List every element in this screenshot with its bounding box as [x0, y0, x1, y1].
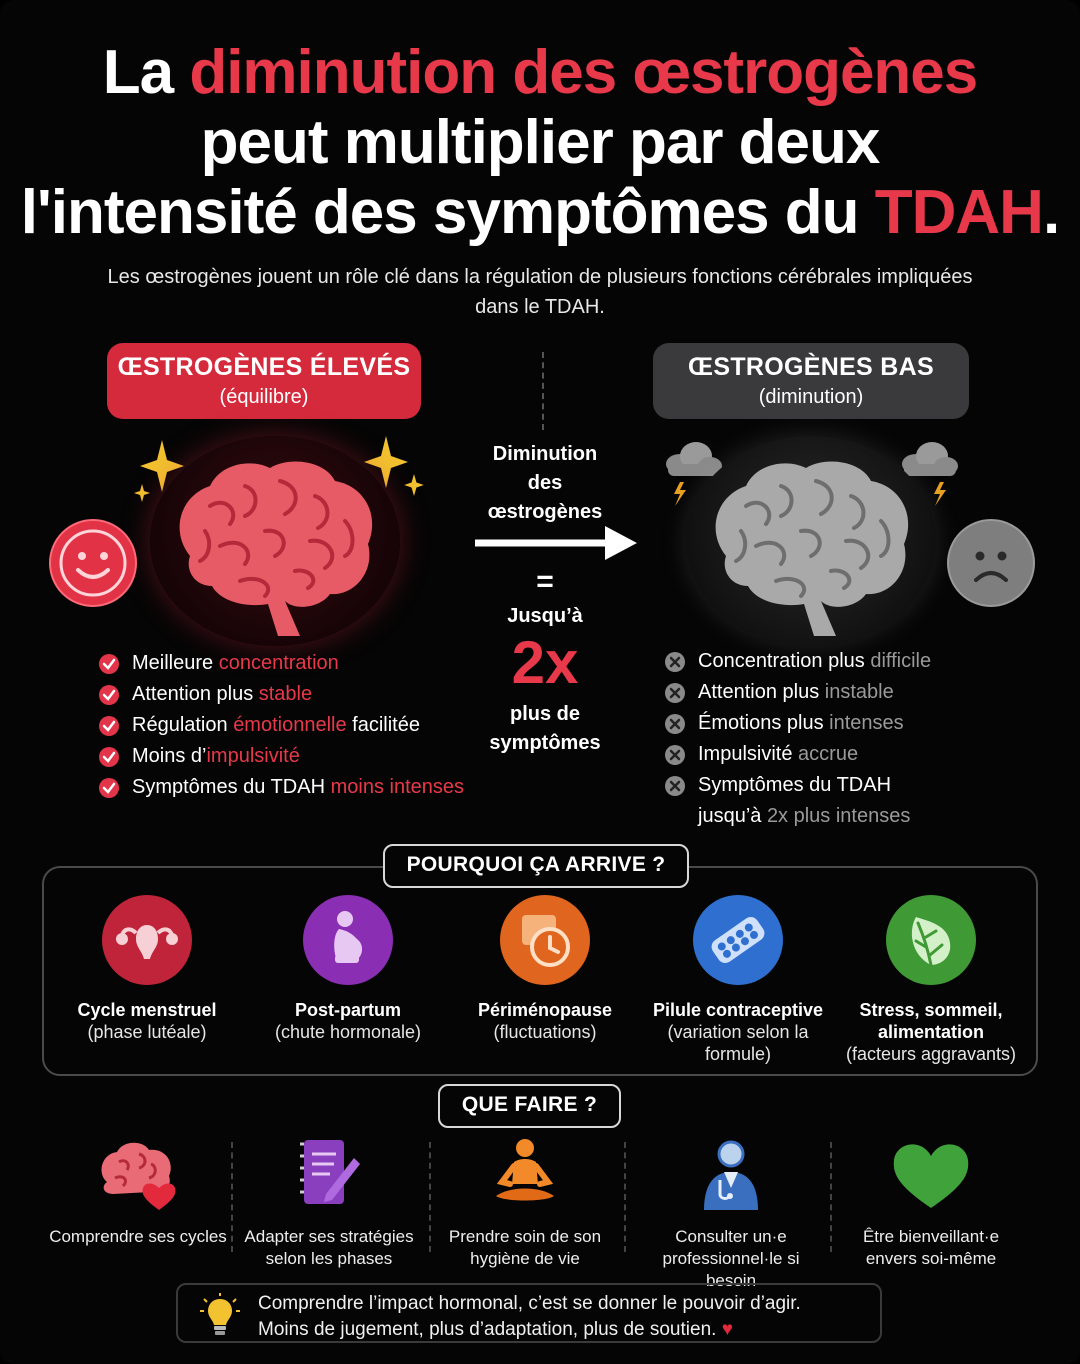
title-line1-highlight: diminution des œstrogènes [189, 38, 978, 107]
brain-heart-icon [93, 1136, 183, 1212]
heart-icon [886, 1136, 976, 1212]
check-circle-icon [98, 653, 120, 675]
why-item-sub: (fluctuations) [493, 1022, 597, 1042]
item-text: Régulation [132, 714, 234, 736]
action-self-care [430, 1136, 620, 1270]
x-circle-icon [664, 775, 686, 797]
x-circle-icon [664, 744, 686, 766]
item-text: Attention plus [132, 683, 259, 705]
item-text: Meilleure [132, 652, 219, 674]
subtitle: Les œstrogènes jouent un rôle clé dans la régulation de plusieurs fonctions cérébrales impliquées dans le TDAH. [107, 266, 973, 318]
low-estrogen-badge [653, 343, 969, 419]
action-label: Prendre soin de son hygiène de vie [448, 1227, 602, 1268]
sparkle-small-icon [404, 474, 424, 496]
more-symptoms-caption [465, 700, 625, 758]
up-to-label: Jusqu’à [507, 605, 583, 627]
more-symptoms-line2: symptômes [489, 732, 601, 754]
calendar-clock-icon [500, 895, 590, 985]
title-line3-prefix: l'intensité des symptômes du [20, 178, 875, 247]
footer-text [258, 1291, 801, 1343]
title-line1-prefix: La [102, 38, 190, 107]
check-circle-icon [98, 746, 120, 768]
brain-icon [686, 436, 936, 646]
equals-sign: = [536, 565, 554, 598]
sad-face-icon [946, 518, 1036, 608]
why-heading: POURQUOI ÇA ARRIVE ? [383, 844, 689, 888]
item-highlight: stable [258, 683, 313, 705]
separator [830, 1142, 832, 1252]
more-symptoms-line1: plus de [509, 703, 580, 725]
action-label: Consulter un·e professionnel·le si besoin [662, 1227, 800, 1290]
low-effect-item [664, 805, 931, 836]
high-benefit-item [98, 776, 464, 807]
check-circle-icon [98, 684, 120, 706]
why-item-title: Stress, sommeil, alimentation [859, 1000, 1003, 1042]
healthy-brain-illustration [150, 436, 400, 646]
item-highlight: difficile [870, 650, 932, 672]
why-item-title: Post-partum [294, 1000, 401, 1020]
low-effect-item [664, 650, 931, 681]
action-be-kind [836, 1136, 1026, 1270]
footer-line2: Moins de jugement, plus d’adaptation, plus de soutien. [258, 1319, 717, 1340]
middle-line2: des [527, 472, 563, 494]
high-benefit-item [98, 652, 464, 683]
item-text: Émotions plus [698, 712, 830, 734]
item-highlight: instable [824, 681, 894, 703]
middle-caption [465, 440, 625, 527]
x-circle-icon [664, 713, 686, 735]
x-circle-icon [664, 682, 686, 704]
why-item-cycle [52, 895, 242, 1043]
lightbulb-icon [200, 1293, 240, 1337]
why-item-postpartum [253, 895, 443, 1043]
title-line3-suffix: . [1042, 178, 1060, 247]
separator [624, 1142, 626, 1252]
why-item-title: Pilule contraceptive [652, 1000, 824, 1020]
meditation-icon [480, 1136, 570, 1212]
item-text: jusqu’à [698, 805, 767, 827]
action-label: Adapter ses stratégies selon les phases [244, 1227, 414, 1268]
middle-line3: œstrogènes [487, 501, 603, 523]
item-highlight: intenses [829, 712, 904, 734]
high-benefit-item [98, 745, 464, 776]
uterus-icon [102, 895, 192, 985]
item-highlight: accrue [798, 743, 859, 765]
item-highlight: moins intenses [330, 776, 464, 798]
low-estrogen-sub: (diminution) [758, 386, 864, 408]
item-text: Symptômes du TDAH [132, 776, 331, 798]
low-estrogen-list [664, 650, 931, 836]
low-effect-item [664, 681, 931, 712]
pregnant-woman-icon [303, 895, 393, 985]
high-estrogen-sub: (équilibre) [219, 386, 309, 408]
low-effect-item [664, 743, 931, 774]
two-x-value: 2x [511, 629, 579, 696]
leaf-icon [886, 895, 976, 985]
why-item-sub: (phase lutéale) [87, 1022, 207, 1042]
low-estrogen-label: ŒSTROGÈNES BAS [688, 353, 934, 381]
action-understand-cycles [43, 1136, 233, 1248]
why-item-sub: (chute hormonale) [274, 1022, 422, 1042]
why-item-title: Cycle menstruel [77, 1000, 217, 1020]
item-text: Attention plus [698, 681, 825, 703]
pill-blister-icon [693, 895, 783, 985]
tired-brain-illustration [686, 436, 936, 646]
happy-face-icon [48, 518, 138, 608]
check-circle-icon [98, 777, 120, 799]
high-benefit-item [98, 714, 464, 745]
what-to-do-heading: QUE FAIRE ? [438, 1084, 621, 1128]
action-label: Comprendre ses cycles [49, 1227, 227, 1246]
item-highlight: 2x plus intenses [766, 805, 911, 827]
brain-icon [150, 436, 400, 646]
x-circle-icon [664, 651, 686, 673]
separator [231, 1142, 233, 1252]
action-consult [636, 1136, 826, 1292]
page-title [0, 38, 1080, 247]
action-adapt-strategies [234, 1136, 424, 1270]
title-line3-highlight: TDAH [874, 178, 1043, 247]
why-item-title: Périménopause [477, 1000, 613, 1020]
check-circle-icon [98, 715, 120, 737]
why-item-stress [836, 895, 1026, 1065]
action-label: Être bienveillant·e envers soi-même [862, 1227, 1000, 1268]
item-highlight: émotionnelle [233, 714, 347, 736]
low-effect-item [664, 712, 931, 743]
item-text-end: facilitée [346, 714, 420, 736]
why-item-sub: (variation selon la formule) [667, 1022, 809, 1064]
item-text: Symptômes du TDAH [698, 774, 892, 796]
sparkle-small-icon [134, 484, 150, 502]
arrow-right-icon [475, 523, 640, 563]
item-text: Concentration plus [698, 650, 871, 672]
high-estrogen-list [98, 652, 464, 807]
why-item-pill [643, 895, 833, 1065]
footer-line1: Comprendre l’impact hormonal, c’est se donner le pouvoir d’agir. [258, 1293, 801, 1314]
why-item-sub: (facteurs aggravants) [845, 1044, 1017, 1064]
divider [542, 352, 544, 430]
low-effect-item [664, 774, 931, 805]
doctor-icon [686, 1136, 776, 1212]
item-highlight: concentration [218, 652, 339, 674]
high-estrogen-badge [107, 343, 421, 419]
item-text: Impulsivité [698, 743, 799, 765]
item-highlight: impulsivité [206, 745, 300, 767]
notebook-pen-icon [284, 1136, 374, 1212]
item-text: Moins d’ [132, 745, 207, 767]
small-heart-icon: ♥ [721, 1319, 733, 1340]
title-line2: peut multiplier par deux [200, 108, 880, 177]
footer-callout [176, 1283, 882, 1343]
high-estrogen-label: ŒSTROGÈNES ÉLEVÉS [117, 353, 411, 381]
why-item-perimenopause [450, 895, 640, 1043]
middle-line1: Diminution [492, 443, 598, 465]
high-benefit-item [98, 683, 464, 714]
